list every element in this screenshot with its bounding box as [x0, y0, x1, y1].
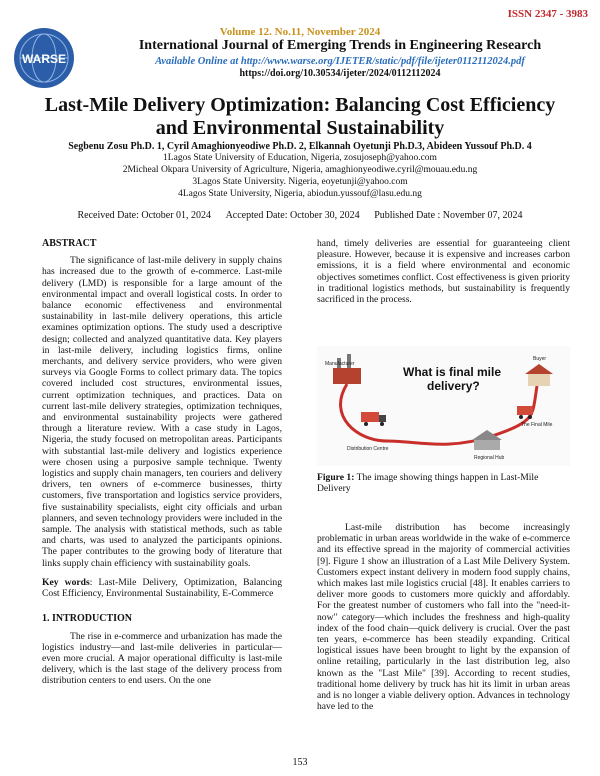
figure-headline-1: What is final mile [403, 365, 502, 379]
label-final-mile: The Final Mile [521, 422, 553, 428]
keywords-text: : Last-Mile Delivery, Optimization, Balancing Cost Efficiency, Environmental Sustainability, E-Commerce [42, 576, 282, 600]
logo-text: WARSE [21, 52, 67, 66]
paper-title [30, 94, 570, 140]
abstract-text: The significance of last-mile delivery in supply chains has increased due to the growth of e-commerce. Last-mile delivery (LMD) is responsible for a large amount of the environmental impact and overall logistical costs. In order to balance economic effectiveness and environmental sustainability in last-mile delivery operations, this article examines optimization options. The study used a descriptive design; collected and analyzed quantitative data. Key players in last-mile delivery, including logistics firms, online merchants, and delivery service providers, who were given surveys via Google Forms to collect primary data. The topics covered included cost structures, environmental issues, current optimization techniques, and practices. Data on current last-mile delivery strategies, optimization techniques, and environmental sustainability projects were gathered through a literature review. With a case study in Lagos, Nigeria, the study focused on metropolitan areas. Participants with substantial last-mile delivery and logistics experience were chosen using a purposive sample technique. Twenty logistics and supply chain managers, ten couriers and delivery drivers, ten owners of e-commerce businesses, thirty customers, five transportation and logistics service providers, five sustainability specialists, eight city officials and urban planners, and seven technology providers were included in the sample. The analysis with statistical methods, such as table and charts, was used to analyzed the participants opinions. The paper contributes to the growing body of literature that links supply chain efficiency with sustainability goals. [42, 255, 282, 569]
affiliation-2: 2Micheal Okpara University of Agriculture, Nigeria, amaghionyeodiwe.cyril@mouau.edu.ng [122, 165, 478, 175]
available-online-link[interactable]: Available Online at http://www.warse.org/IJETER/static/pdf/file/ijeter0112112024.pdf [155, 56, 525, 67]
intro-text: The rise in e-commerce and urbanization has made the logistics industry—and last-mile deliveries in particular—even more crucial. A major operational difficulty is last-mile delivery, which is the last stage of the delivery process from distribution centers to end users. On the one [42, 630, 282, 687]
abstract-heading: ABSTRACT [42, 238, 97, 249]
affiliation-3: 3Lagos State University. Nigeria, eoyetunji@yahoo.com [192, 177, 408, 187]
right-body-paragraph: Last-mile distribution has become increasingly problematic in urban areas worldwide in the wake of e-commerce and its effective spread in the majority of commercial activities [9]. Figure 1 show an illustration of a Last Mile Delivery System. Customers expect instant delivery in modern food supply chains, which makes last mile logistics crucial [48]. It enables carriers to deliver more goods to customers more quickly and affordably. For the greatest number of customers who fall into the "need-it-now" category—which includes the freshness and high-quality index of the food chain—quick delivery is crucial. Over the past ten years, e-commerce has been steadily expanding. Critical logistical issues have been brought to light by the expansion of online retailing, particularly in the last distribution leg, also known as the "Last Mile" [39]. According to recent studies, traditional home delivery by truck has hit its limit in urban areas and is no longer a viable delivery option. Advances in technology have led to the [317, 522, 570, 713]
title-line-1: Last-Mile Delivery Optimization: Balancing Cost Efficiency [44, 94, 556, 116]
intro-heading: 1. INTRODUCTION [42, 613, 133, 625]
page-number: 153 [292, 757, 308, 768]
received-date: Received Date: October 01, 2024 [77, 210, 212, 221]
figure-caption-text: The image showing things happen in Last-Mile Delivery [317, 472, 539, 495]
issn: ISSN 2347 - 3983 [507, 8, 588, 20]
authors: Segbenu Zosu Ph.D. 1, Cyril Amaghionyeodiwe Ph.D. 2, Elkannah Oyetunji Ph.D.3, Abideen Yussouf Ph.D. 4 [68, 141, 532, 152]
label-manufacturer: Manufacturer [325, 361, 355, 367]
keywords [42, 577, 282, 599]
accepted-date: Accepted Date: October 30, 2024 [225, 210, 360, 221]
doi-link[interactable]: https://doi.org/10.30534/ijeter/2024/0112112024 [239, 68, 441, 79]
right-body-text [317, 522, 570, 712]
figure-caption-label: Figure 1: [317, 472, 355, 483]
affiliation-1: 1Lagos State University of Education, Nigeria, zosujoseph@yahoo.com [163, 153, 437, 163]
label-regional-hub: Regional Hub [474, 455, 505, 461]
published-date: Published Date : November 07, 2024 [374, 210, 523, 221]
label-buyer: Buyer [533, 356, 547, 362]
keywords-label: Key words [42, 576, 90, 588]
figure-caption [317, 472, 570, 494]
volume-line: Volume 12. No.11, November 2024 [219, 26, 381, 38]
right-top-text: hand, timely deliveries are essential for guaranteeing client pleasure. However, because it is expensive and increases carbon emissions, it is a field where environmental and economic objectives sometimes conflict. Cost effectiveness is given priority in traditional logistics methods, but sustainability is frequently sacrificed in the process. [317, 238, 570, 306]
figure-final-mile [317, 346, 570, 466]
dates-line [30, 210, 570, 221]
figure-headline-2: delivery? [427, 379, 480, 393]
title-line-2: and Environmental Sustainability [155, 117, 445, 139]
affiliation-4: 4Lagos State University, Nigeria, abiodun.yussouf@lasu.edu.ng [178, 189, 422, 199]
journal-name: International Journal of Emerging Trends in Engineering Research [138, 38, 542, 53]
label-distribution: Distribution Centre [347, 446, 389, 452]
left-column [42, 238, 282, 687]
